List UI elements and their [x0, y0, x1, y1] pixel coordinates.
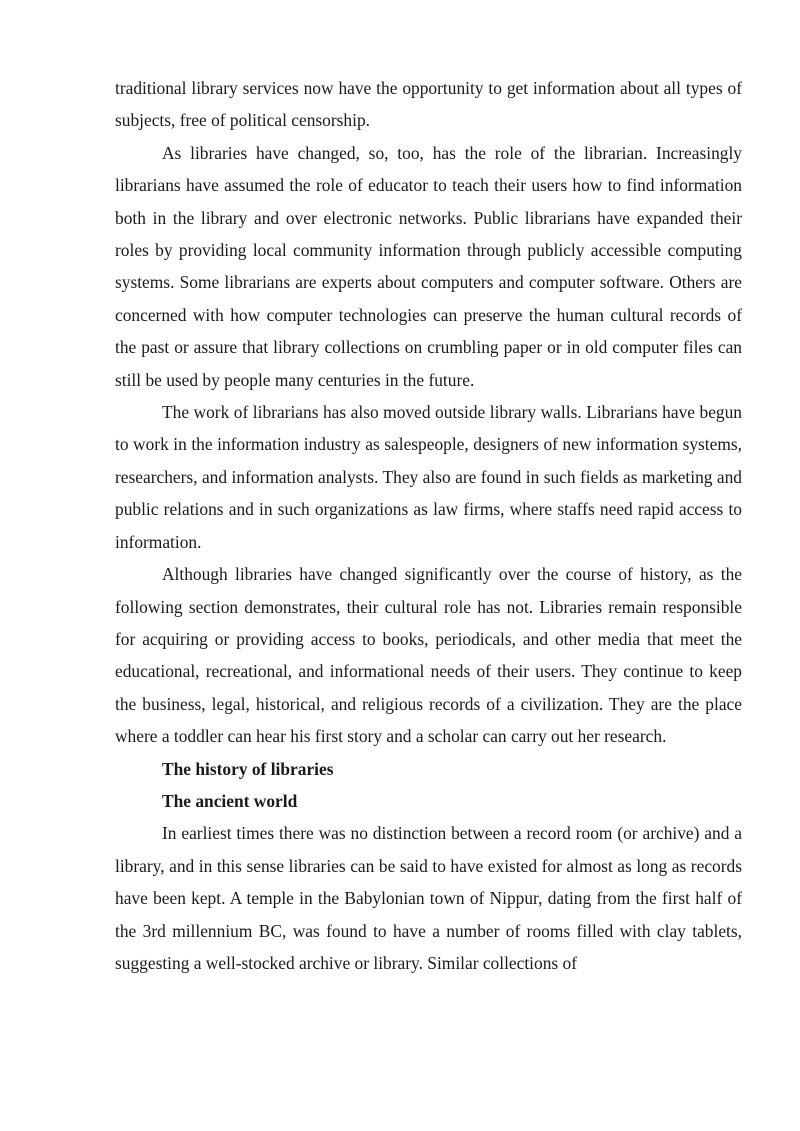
paragraph-cultural-role: Although libraries have changed significantly over the course of history, as the following section demonstrates, their cultural role has not. Libraries remain responsible for acquiring or providing access to books, periodicals, and other media that meet the educational, recreational, and informational needs of their users. They continue to keep the business, legal, historical, and religious records of a civilization. They are the place where a toddler can hear his first story and a scholar can carry out her research.	[115, 564, 742, 747]
document-body	[115, 72, 742, 979]
paragraph-librarian-role: As libraries have changed, so, too, has the role of the librarian. Increasingly librarians have assumed the role of educator to teach their users how to find information both in the library and over electronic networks. Public librarians have expanded their roles by providing local community information through publicly accessible computing systems. Some librarians are experts about computers and computer software. Others are concerned with how computer technologies can preserve the human cultural records of the past or assure that library collections on crumbling paper or in old computer files can still be used by people many centuries in the future.	[115, 142, 742, 390]
paragraph-outside-walls: The work of librarians has also moved outside library walls. Librarians have begun to work in the information industry as salespeople, designers of new information systems, researchers, and information analysts. They also are found in such fields as marketing and public relations and in such organizations as law firms, where staffs need rapid access to information.	[115, 402, 742, 552]
section-heading: The history of libraries	[162, 758, 334, 779]
paragraph-continuation: traditional library services now have the opportunity to get information about all types of subjects, free of political censorship.	[115, 78, 742, 131]
paragraph-ancient-world: In earliest times there was no distinction between a record room (or archive) and a library, and in this sense libraries can be said to have existed for almost as long as records have been kept. A temple in the Babylonian town of Nippur, dating from the first half of the 3rd millennium BC, was found to have a number of rooms filled with clay tablets, suggesting a well-stocked archive or library. Similar collections of	[115, 823, 742, 973]
subsection-heading: The ancient world	[162, 790, 298, 811]
